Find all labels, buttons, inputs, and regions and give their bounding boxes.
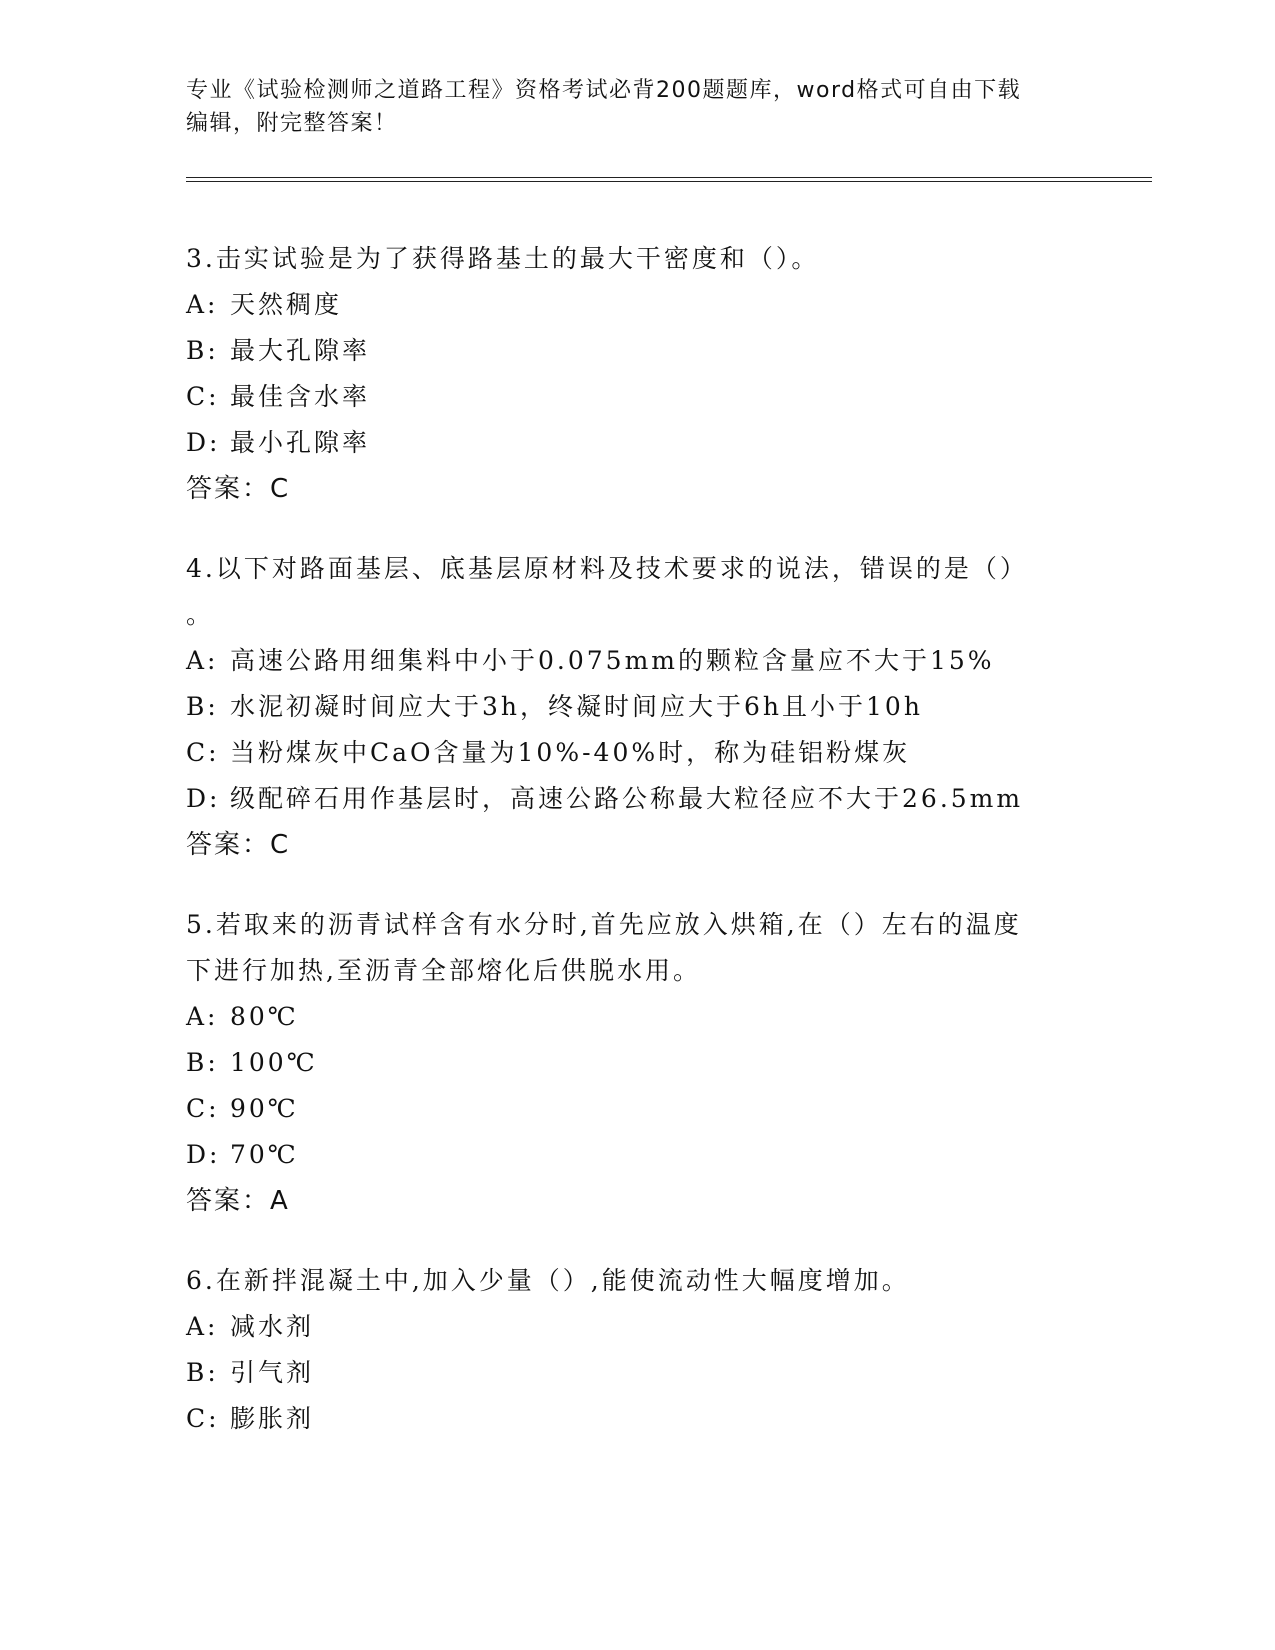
option-key: B: (186, 1048, 219, 1077)
question-stem-continued: 下进行加热,至沥青全部熔化后供脱水用。 (186, 956, 701, 985)
option-key: A: (186, 1312, 219, 1341)
question-stem: 3.击实试验是为了获得路基土的最大干密度和（）。 (186, 244, 820, 273)
option-text: 引气剂 (230, 1358, 315, 1387)
option-text: 水泥初凝时间应大于3h，终凝时间应大于6h且小于10h (230, 692, 923, 721)
option-key: C: (186, 382, 220, 411)
option-text: 70℃ (230, 1140, 299, 1169)
question-5 (186, 902, 1086, 1224)
option-key: A: (186, 290, 219, 319)
option-d (186, 1132, 1086, 1178)
answer-line: 答案：A (186, 1186, 290, 1216)
option-text: 最佳含水率 (230, 382, 371, 411)
answer-line: 答案：C (186, 830, 291, 860)
document-header (186, 74, 1086, 140)
option-text: 膨胀剂 (230, 1404, 315, 1433)
option-text: 级配碎石用作基层时，高速公路公称最大粒径应不大于26.5mm (230, 784, 1024, 813)
option-text: 90℃ (230, 1094, 299, 1123)
option-a (186, 282, 1086, 328)
header-line-2: 编辑，附完整答案！ (186, 111, 398, 136)
option-a (186, 994, 1086, 1040)
question-stem: 4.以下对路面基层、底基层原材料及技术要求的说法，错误的是（） (186, 554, 1028, 583)
option-key: B: (186, 1358, 219, 1387)
option-text: 减水剂 (230, 1312, 315, 1341)
option-text: 80℃ (230, 1002, 299, 1031)
option-c (186, 1086, 1086, 1132)
option-key: D: (186, 784, 221, 813)
option-key: C: (186, 738, 220, 767)
option-key: D: (186, 1140, 221, 1169)
header-rule-top (186, 177, 1152, 178)
option-c (186, 374, 1086, 420)
option-text: 100℃ (230, 1048, 318, 1077)
option-key: D: (186, 428, 221, 457)
option-d (186, 420, 1086, 466)
option-key: B: (186, 692, 219, 721)
option-key: C: (186, 1404, 220, 1433)
question-4 (186, 546, 1086, 868)
option-text: 高速公路用细集料中小于0.075mm的颗粒含量应不大于15% (230, 646, 995, 675)
option-c (186, 1396, 1086, 1442)
option-b (186, 1040, 1086, 1086)
option-key: B: (186, 336, 219, 365)
question-3 (186, 236, 1086, 512)
answer-line: 答案：C (186, 474, 291, 504)
option-text: 最大孔隙率 (230, 336, 371, 365)
question-6 (186, 1258, 1086, 1442)
option-b (186, 328, 1086, 374)
option-d (186, 776, 1086, 822)
option-c (186, 730, 1086, 776)
option-text: 当粉煤灰中CaO含量为10%-40%时，称为硅铝粉煤灰 (230, 738, 911, 767)
header-rule-bottom (186, 181, 1152, 182)
question-list (186, 236, 1086, 1476)
option-text: 天然稠度 (230, 290, 343, 319)
option-a (186, 638, 1086, 684)
option-key: C: (186, 1094, 220, 1123)
option-key: A: (186, 1002, 219, 1031)
option-text: 最小孔隙率 (230, 428, 371, 457)
question-stem: 6.在新拌混凝土中,加入少量（）,能使流动性大幅度增加。 (186, 1266, 910, 1295)
option-key: A: (186, 646, 219, 675)
question-stem-continued: 。 (186, 600, 215, 629)
header-line-1: 专业《试验检测师之道路工程》资格考试必背200题题库，word格式可自由下载 (186, 78, 1022, 103)
question-stem: 5.若取来的沥青试样含有水分时,首先应放入烘箱,在（）左右的温度 (186, 910, 1022, 939)
option-b (186, 684, 1086, 730)
option-a (186, 1304, 1086, 1350)
option-b (186, 1350, 1086, 1396)
